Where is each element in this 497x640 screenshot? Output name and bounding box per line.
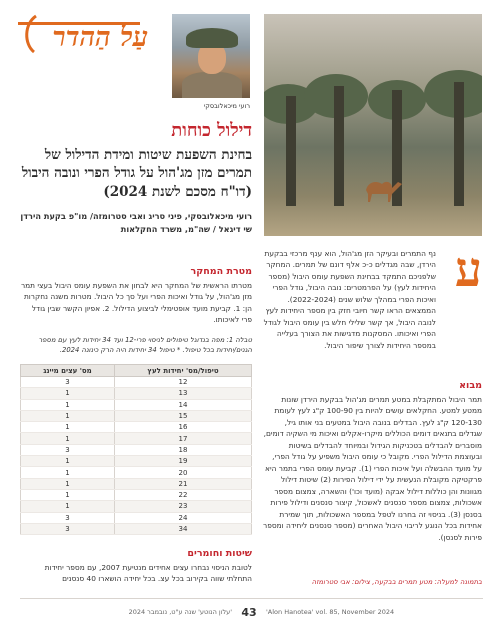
article-subtitle: בחינת השפעת שיטות ומידת הדילול של תמרים מזן מג'הול על גודל הפרי ונובה היבול (דו"ח מסכם לשנת 2024) [21, 147, 252, 200]
article-title: דילול כוחות [171, 120, 252, 141]
intro-text: נף התמרים ובעיקר הזן מג'הול, הוא ענף מרכזי בבקעת הירדן, שבה מגדלים כ-כ אלף דונם של תמרים. המחקר שלפניכם התמקד בבחינת השפעת עומס היבול (מספר היחידות לעץ) על הפרמטרים: נובה היבול, גודל הפרי ואיכות הפרי במהלך שלוש שנים (2022-2024). הממצאים הראו קשר חיובי חזק בין מספר היחידות לעץ לנובה היבול, אך קשר שלילי חלש בין עומס היבול לגודל הפרי ואיכותו. המסקנות מדגישות את הצורך בעלייה במספר היחידות לצורך שיפור היבול. [263, 249, 436, 350]
table-cell: 20 [114, 467, 251, 478]
table-row [21, 501, 252, 512]
table-cell: 12 [114, 377, 251, 388]
treatments-table [20, 364, 252, 535]
table-row [21, 444, 252, 455]
table-cell: 3 [21, 523, 115, 534]
background-text: תמר היבול המתקבלת במטע תמרים מג'הול בבקעת הירדן שונות ממטע למטע. החקלאים עושים להיות בין 100-90 ק"ג לעץ לעומת 120-130 ק"ג לעץ. הבדלים בנובה היבול במטעים בני אותו גיל, שגדלים בתנאים דומים הכוללים מיקרו-אקלים ואיכות מי השקיה דומים, מוסברים להבדלים בטכניקות הגידול ובמיוחד להבדלים בשיטות ובעוצמת הדילול הפרי. מקובל כי עומס היבול משפיע על גודל הפרי, על מועד ההבשלה ועל איכות הפרי (1). קביעת עומס הפרי בתמר היא פרקטיקה מקובלת הנעשית על ידי דילול הפירות (2) שיטות דילול מגוונות והן כוללות דילול אבקה (מועד וכו') והשארה, צמצום מספר אשכולות, צמצום מספר סנסנים לאשכול, קיצור סנסנים ודילול פירות בסנסן (3). בניסוי זה בחרנו לטפל במספר האשכולות, תוך שמירת אחידות בכל הנוגע לריבוי היבול האחרים (מספר סנסנים ליחידה ומספר פירות לסנסן). [263, 395, 482, 542]
footer-hebrew: 'עלון הנוטע' שנה ע"ט, נובמבר 2024 [128, 608, 232, 616]
table-header-treatment: טיפול/מס' יחידות לעץ [114, 365, 251, 377]
magazine-section-header [18, 14, 150, 58]
table-row [21, 478, 252, 489]
article-authors: רועי מיכאלובסקי, פיני סריג ואבי סטרומזה/ מו"פ בקעת הירדן שי דיגאל / שה"מ, משרד החקלאות [20, 211, 252, 234]
table-cell: 1 [21, 478, 115, 489]
table-row [21, 388, 252, 399]
table-cell: 17 [114, 433, 251, 444]
table-header-row [21, 365, 252, 377]
table-cell: 16 [114, 422, 251, 433]
table-row [21, 377, 252, 388]
goal-heading: מטרת המחקר [190, 266, 252, 277]
methods-text: לטובת הניסוי נבחרו עצים אחידים מנטיעת 2007, עם מספר יחידות התחלתי שווה בקירוב בכל עצ. בכל יחידה הושארו 40 סנסנים [44, 563, 252, 584]
table-cell: 1 [21, 489, 115, 500]
table-cell: 3 [21, 444, 115, 455]
methods-heading: שיטות וחומרים [187, 548, 252, 559]
table-cell: 3 [21, 512, 115, 523]
table-cell: 3 [21, 377, 115, 388]
table-cell: 24 [114, 512, 251, 523]
goal-text: מטרתו הראשית של המחקר היא לבחון את השפעת עומס היבול בעצי תמר מזן מג'הול, על גודל ואיכות הפרי ועל סך כל היבול. מטרות משנה נחקרות הן: 1. קביעת מועד אופטימלי לביצוע הדילול. 2. אפיון הקשר שבין גודל פרי לאיכותו. [20, 281, 252, 325]
table-cell: 14 [114, 399, 251, 410]
table-cell: 1 [21, 467, 115, 478]
page-number: 43 [241, 606, 257, 619]
table-cell: 22 [114, 489, 251, 500]
date-orchard-photo [264, 14, 482, 236]
table-header-trees: מס' עצים מיינג [21, 365, 115, 377]
table-cell: 21 [114, 478, 251, 489]
table-cell: 1 [21, 422, 115, 433]
drop-cap: ע [454, 242, 482, 298]
camel-icon [360, 176, 404, 202]
table-row [21, 489, 252, 500]
footer-english: 'Alon Hanotea' vol. 85, November 2024 [266, 608, 395, 616]
table-row [21, 399, 252, 410]
table-cell: 1 [21, 388, 115, 399]
table-row [21, 410, 252, 421]
table-row [21, 422, 252, 433]
table-cell: 34 [114, 523, 251, 534]
header-title: עַל הַהדר [52, 22, 148, 53]
background-heading: מבוא [459, 380, 482, 391]
portrait-credit: רועי מיכאלובסקי [203, 102, 250, 110]
table-cell: 13 [114, 388, 251, 399]
table-caption: טבלה 1: מפה בנדוגל טיפולים לניסוי פרי-12 ועד 34 יחידות לעץ עם מספר הגנים/יחידות בכל טיפול. * טיפול 34 יחידות היה הרק כינונה 2024. [38, 336, 252, 354]
table-cell: 1 [21, 501, 115, 512]
table-row [21, 523, 252, 534]
header-flourish-icon [20, 14, 40, 54]
table-cell: 19 [114, 456, 251, 467]
table-cell: 1 [21, 399, 115, 410]
table-row [21, 512, 252, 523]
table-cell: 1 [21, 410, 115, 421]
table-row [21, 467, 252, 478]
table-cell: 23 [114, 501, 251, 512]
author-portrait [172, 14, 250, 98]
table-cell: 15 [114, 410, 251, 421]
photo-caption: בתמונה למעלה: מטע תמרים בבקעה, צילום: אבי סטרומזה [311, 578, 482, 586]
table-row [21, 433, 252, 444]
table-row [21, 456, 252, 467]
footer-rule [20, 598, 483, 599]
table-cell: 1 [21, 433, 115, 444]
table-cell: 18 [114, 444, 251, 455]
table-cell: 1 [21, 456, 115, 467]
